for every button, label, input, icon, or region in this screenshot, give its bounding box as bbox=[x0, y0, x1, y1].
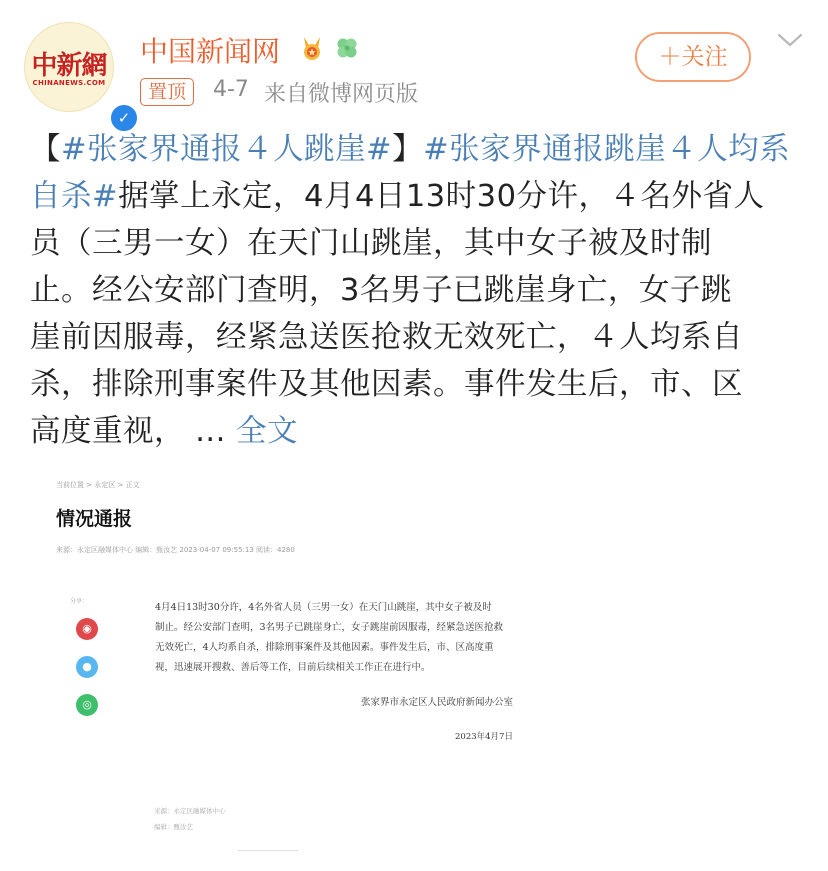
medal-icon[interactable] bbox=[298, 34, 326, 62]
post-line: 自杀#据掌上永定，4月4日13时30分许，４名外省人 bbox=[30, 179, 765, 214]
doc-signature-date: 2023年4月7日 bbox=[455, 732, 513, 742]
avatar-logo-text: 中新網 bbox=[31, 51, 107, 81]
weibo-icon: ◉ bbox=[76, 618, 98, 640]
post-line: 【#张家界通报４人跳崖#】#张家界通报跳崖４人均系 bbox=[30, 132, 791, 167]
read-more-link[interactable]: 全文 bbox=[235, 414, 298, 449]
post-text bbox=[30, 126, 800, 455]
post-image[interactable] bbox=[30, 462, 550, 862]
doc-footer-source: 来源：永定区融媒体中心 bbox=[154, 807, 226, 815]
doc-share-label: 分享： bbox=[70, 598, 89, 605]
doc-footer-divider bbox=[238, 850, 298, 851]
avatar-logo-subtext: CHINANEWS.COM bbox=[32, 79, 106, 87]
doc-breadcrumb: 当前位置 > 永定区 > 正文 bbox=[56, 481, 140, 489]
pinned-badge: 置顶 bbox=[140, 78, 194, 106]
post-line: 高度重视， ... 全文 bbox=[30, 414, 298, 449]
post-line: 员（三男一女）在天门山跳崖，其中女子被及时制 bbox=[30, 226, 712, 261]
doc-paragraph: 4月4日13时30分许，4名外省人员（三男一女）在天门山跳崖，其中女子被及时 制止。经公安部门查明，3名男子已跳崖身亡，女子跳崖前因服毒，经紧急送医抢救 无效死亡，4人均系自杀，排除刑事案件及其他因素。事件发生后，市、区高度重 视，迅速展开搜救、善后等工作，目前后续相关工作正在进行中。 bbox=[155, 602, 504, 673]
account-name[interactable]: 中国新闻网 bbox=[140, 35, 281, 68]
doc-signature-org: 张家界市永定区人民政府新闻办公室 bbox=[361, 697, 514, 708]
post-date: 4-7 bbox=[213, 77, 249, 102]
clover-icon[interactable] bbox=[333, 34, 361, 62]
verified-icon: ✓ bbox=[109, 103, 139, 133]
wechat-icon: ◎ bbox=[76, 694, 98, 716]
doc-footer-editor: 编辑：甄汝艺 bbox=[154, 823, 193, 831]
chevron-down-icon[interactable] bbox=[776, 30, 804, 50]
post-source: 来自微博网页版 bbox=[264, 82, 419, 107]
doc-meta: 来源：永定区融媒体中心 编辑：甄汝艺 2023-04-07 09:55:13 阅读：4280 bbox=[56, 546, 295, 554]
doc-title: 情况通报 bbox=[56, 508, 133, 530]
post-line: 止。经公安部门查明，3名男子已跳崖身亡，女子跳 bbox=[30, 273, 732, 308]
follow-button[interactable]: ＋关注 bbox=[635, 32, 751, 82]
account-avatar[interactable] bbox=[24, 22, 131, 127]
qq-icon: ● bbox=[76, 656, 98, 678]
hashtag-link[interactable]: 自杀# bbox=[30, 179, 119, 214]
hashtag-link[interactable]: #张家界通报跳崖４人均系 bbox=[423, 132, 791, 167]
post-line: 崖前因服毒，经紧急送医抢救无效死亡，４人均系自 bbox=[30, 320, 743, 355]
hashtag-link[interactable]: #张家界通报４人跳崖# bbox=[61, 132, 393, 167]
post-line: 杀，排除刑事案件及其他因素。事件发生后，市、区 bbox=[30, 367, 743, 402]
